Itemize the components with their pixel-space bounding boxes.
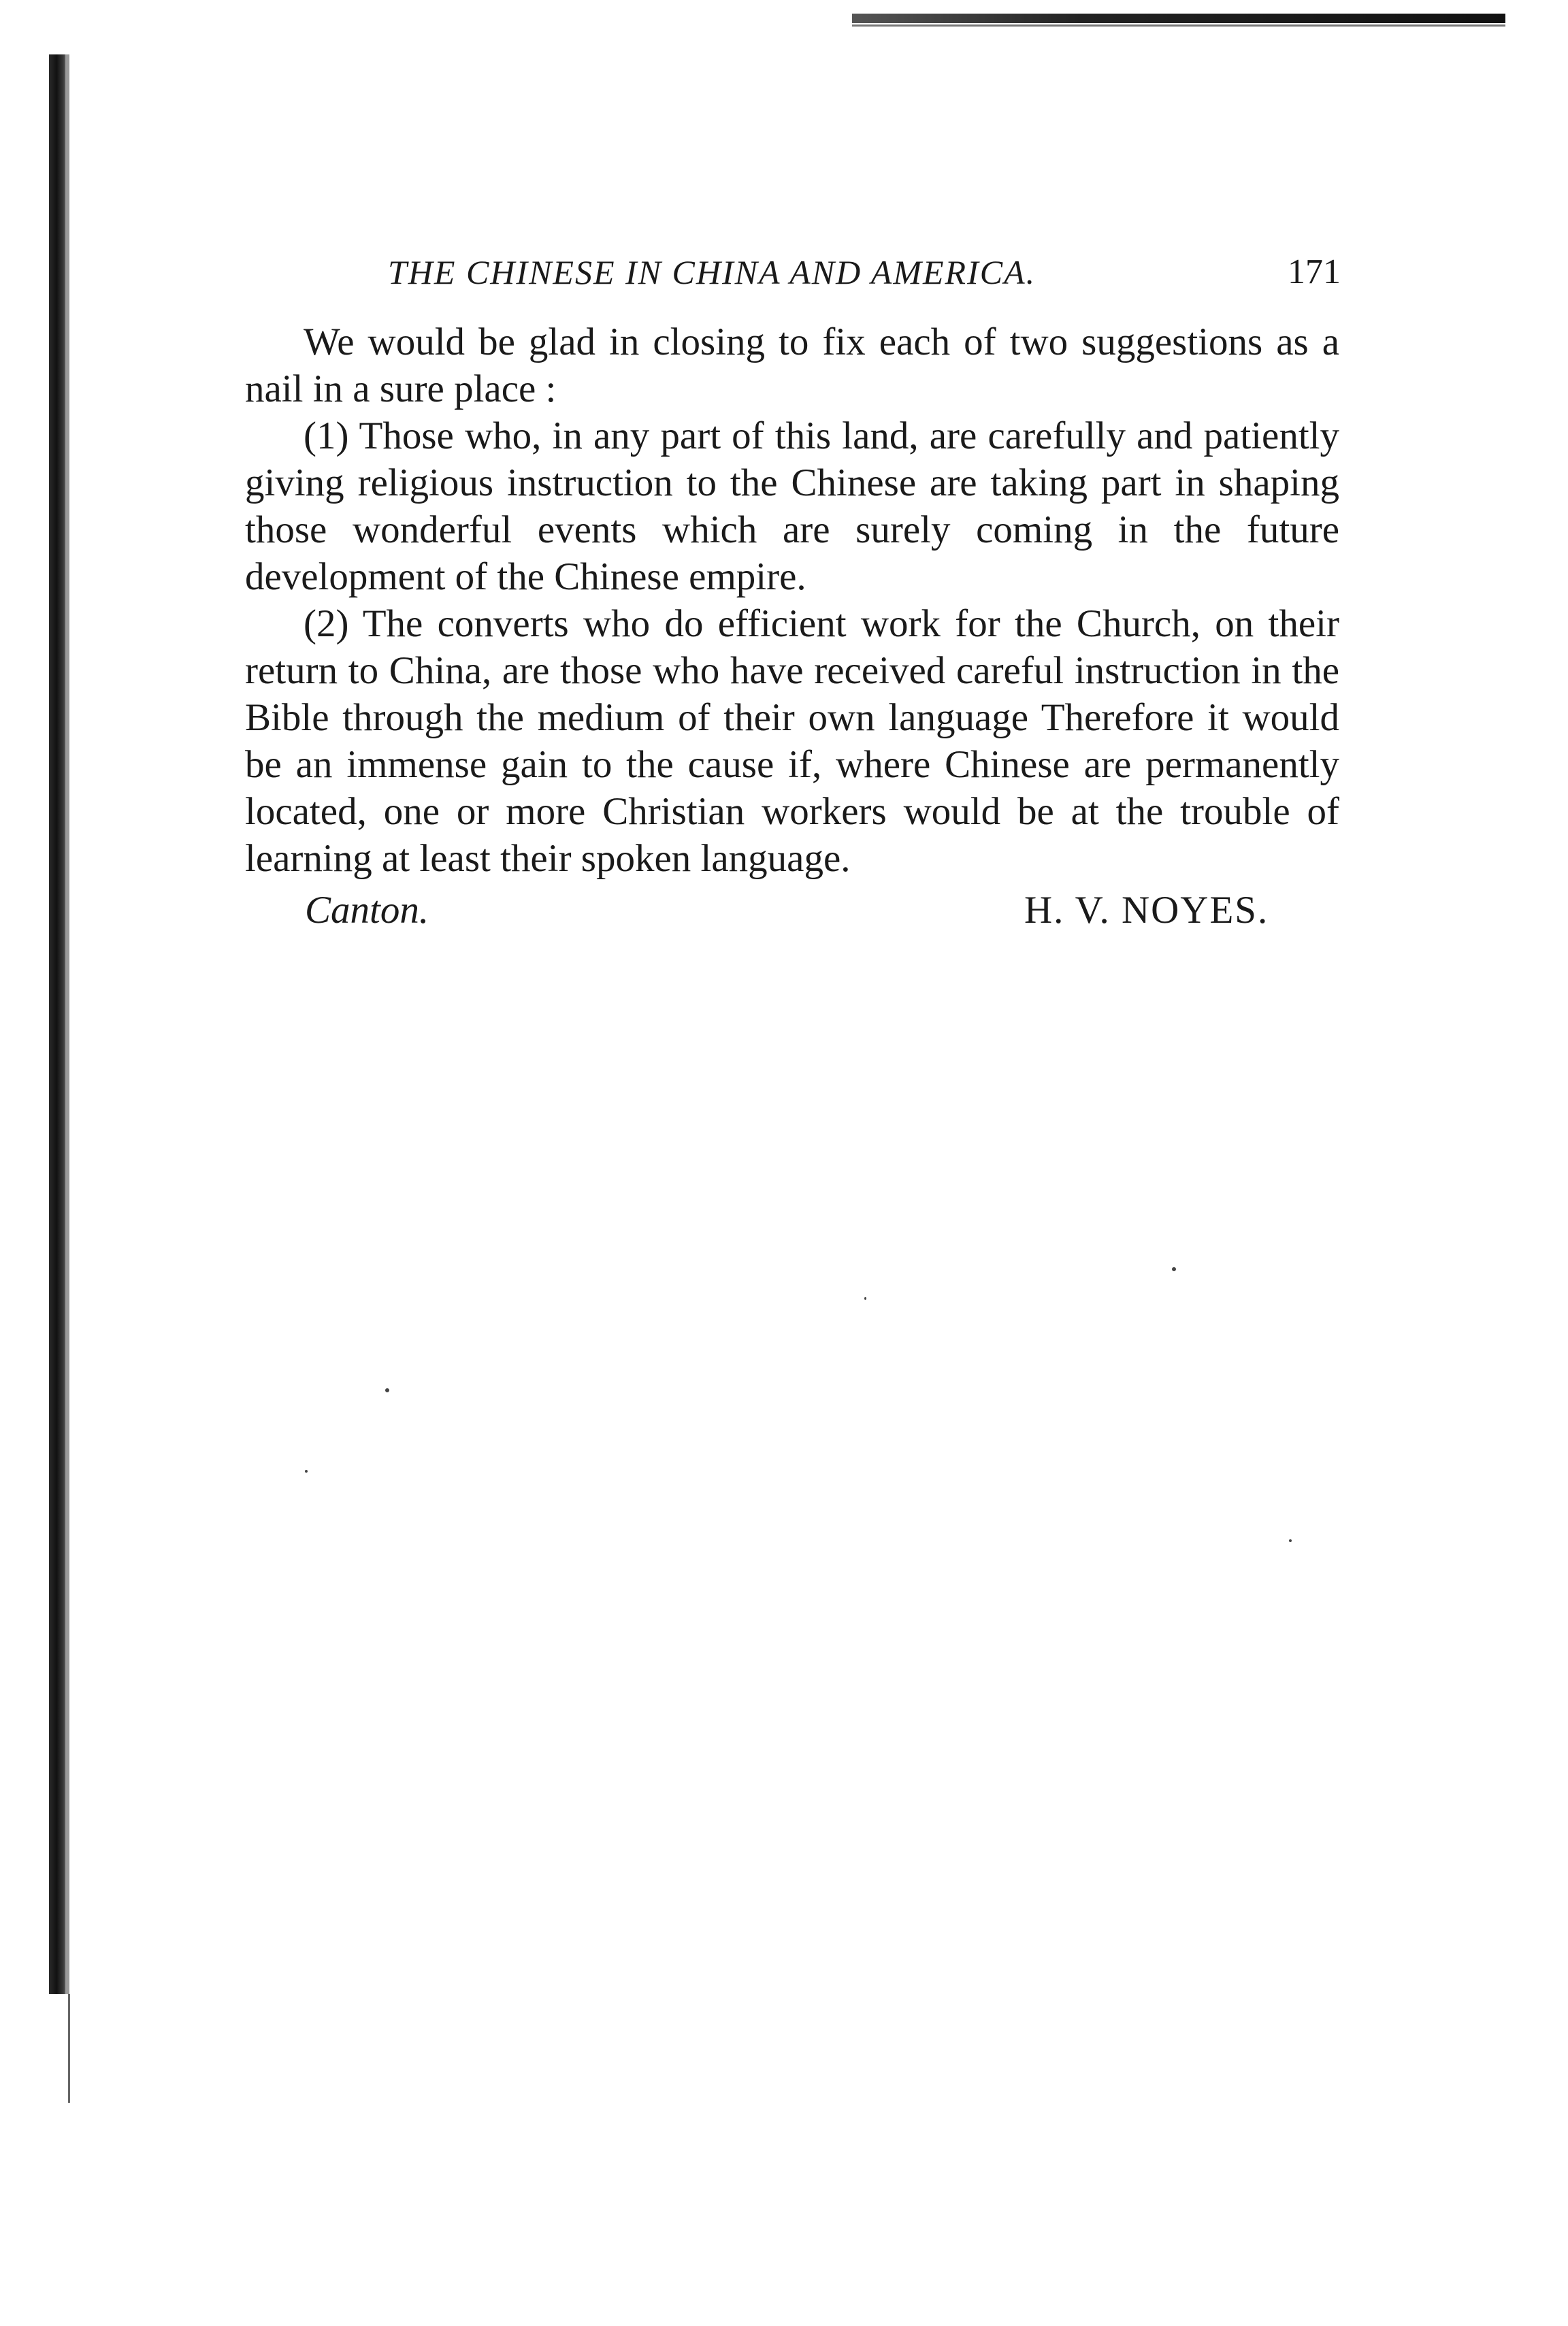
binding-edge-shadow [65, 54, 69, 1994]
signature-line [245, 883, 1348, 938]
paragraph-intro: We would be glad in closing to fix each of two suggestions as a nail in a sure place : [245, 321, 1339, 410]
running-head [245, 245, 1348, 299]
paper-speck [1289, 1539, 1292, 1542]
page [245, 245, 1348, 938]
paper-speck [305, 1470, 308, 1473]
running-title: THE CHINESE IN CHINA AND AMERICA. [388, 253, 1036, 291]
page-number: 171 [1288, 252, 1341, 291]
paper-speck [385, 1388, 389, 1392]
signature-author: H. V. NOYES. [1024, 889, 1269, 932]
paper-speck [1172, 1267, 1176, 1271]
paragraph-suggestion-2: (2) The converts who do efficient work for the Church, on their return to China, are those who have received careful instruction in the Bible through the medium of their own language Therefore it would be an immense gain to the cause if, where Chinese are permanently located, one or more Christian workers would be at the trouble of learning at least their spoken language. [245, 602, 1339, 880]
signature-place: Canton. [305, 889, 429, 932]
paper-speck [864, 1297, 866, 1300]
binding-edge-tail [68, 1994, 70, 2103]
text-block [245, 318, 1339, 882]
top-edge-rule [852, 14, 1505, 23]
top-edge-rule-thin [852, 24, 1505, 27]
paragraph-suggestion-1: (1) Those who, in any part of this land, are carefully and patiently giving religious instruction to the Chinese are taking part in shaping those wonderful events which are surely coming in the future development of the Chinese empire. [245, 414, 1339, 598]
